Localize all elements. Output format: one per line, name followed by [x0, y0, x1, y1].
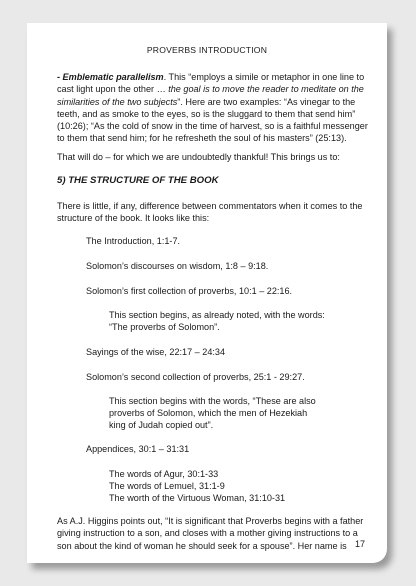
outline-note-second-line-2: proverbs of Solomon, which the men of Hezekiah — [109, 408, 308, 418]
page-number: 17 — [354, 539, 365, 549]
emblematic-text-1: . This “employs a simile or metaphor in one line to cast light upon the other … — [57, 72, 365, 95]
closing-paragraph: As A.J. Higgins points out, “It is significant that Proverbs begins with a father giving instruction to a son, and closes with a mother giving instructions to a son about the kind of woman he should seek for a spouse”. Her name is — [57, 516, 364, 551]
transition-paragraph: That will do – for which we are undoubtedly thankful! This brings us to: — [57, 152, 340, 162]
outline-subitem-virtuous-woman: The worth of the Virtuous Woman, 31:10-31 — [109, 493, 286, 503]
emblematic-italic: the goal is to move the reader to meditate on the similarities of the two subjects — [57, 84, 364, 107]
outline-subitem-agur: The words of Agur, 30:1-33 — [109, 469, 219, 479]
outline-note-first-line-2: “The proverbs of Solomon”. — [109, 322, 220, 332]
outline-item-introduction: The Introduction, 1:1-7. — [86, 236, 181, 246]
section-heading: 5) THE STRUCTURE OF THE BOOK — [57, 175, 219, 186]
outline-item-second-collection: Solomon’s second collection of proverbs, 25:1 - 29:27. — [86, 372, 305, 382]
outline-item-first-collection: Solomon’s first collection of proverbs, 10:1 – 22:16. — [86, 286, 293, 296]
outline-note-second-line-1: This section begins with the words, “These are also — [109, 396, 316, 406]
intro-paragraph: There is little, if any, difference between commentators when it comes to the structure of the book. It looks like this: — [57, 201, 363, 224]
outline-item-sayings: Sayings of the wise, 22:17 – 24:34 — [86, 347, 226, 357]
outline-subitem-lemuel: The words of Lemuel, 31:1-9 — [109, 481, 225, 491]
emblematic-parallelism-paragraph — [57, 71, 369, 145]
running-header: PROVERBS INTRODUCTION — [146, 45, 268, 55]
book-page — [27, 23, 387, 563]
outline-item-discourses: Solomon’s discourses on wisdom, 1:8 – 9:18. — [86, 261, 269, 271]
outline-note-first-line-1: This section begins, as already noted, with the words: — [109, 310, 325, 320]
outline-item-appendices: Appendices, 30:1 – 31:31 — [86, 444, 190, 454]
emblematic-text-2: ”. Here are two examples: “As vinegar to the teeth, and as smoke to the eyes, so is the sluggard to them that send him” (10:26); “As the cold of snow in the time of harvest, so is a faithful messenger to them that send him; for he refresheth the soul of his masters” (25:13). — [57, 96, 368, 144]
outline-note-second-line-3: king of Judah copied out”. — [109, 420, 214, 430]
emblematic-term: - Emblematic parallelism — [57, 72, 164, 82]
